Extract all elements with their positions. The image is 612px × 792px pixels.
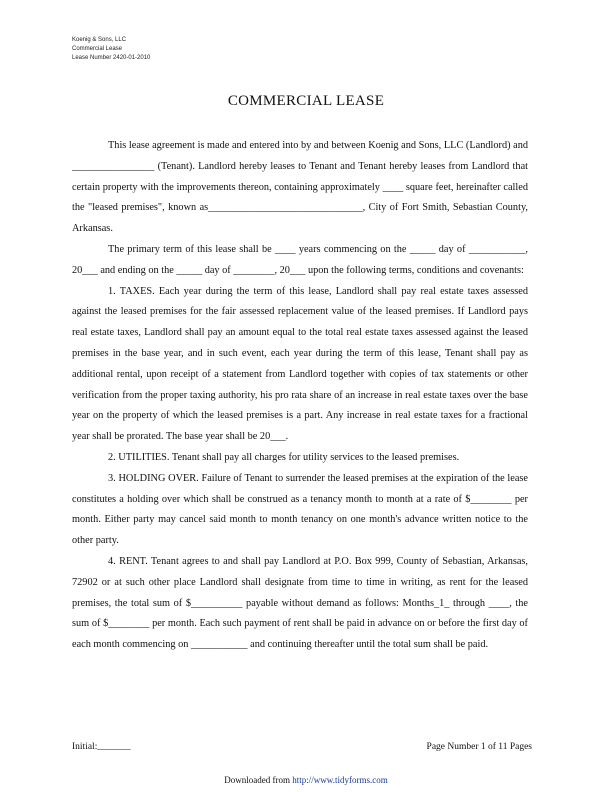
- term-paragraph: The primary term of this lease shall be ____ years commencing on the _____ day of ___________, 20___ and ending on the _____ day of ________, 20___ upon the following terms, conditions and covenants:: [72, 243, 528, 276]
- page-number: Page Number 1 of 11 Pages: [426, 742, 532, 752]
- intro-paragraph: This lease agreement is made and entered into by and between Koenig and Sons, LLC (Landlord) and ________________ (Tenant). Landlord hereby leases to Tenant and Tenant hereby leases from Landlord that certain property with the improvements thereon, containing approximately ____ square feet, hereinafter called the "leased premises", known as______________________________, City of Fort Smith, Sebastian County, Arkansas.: [72, 140, 528, 235]
- header-lease-number: Lease Number 2420-01-2010: [72, 55, 151, 61]
- document-header: [72, 36, 150, 63]
- header-doc-type: Commercial Lease: [72, 46, 123, 52]
- lease-body: [72, 136, 528, 656]
- header-company: Koenig & Sons, LLC: [72, 37, 127, 43]
- initial-field: Initial:_______: [72, 742, 131, 752]
- holding-over-clause: 3. HOLDING OVER. Failure of Tenant to surrender the leased premises at the expiration of the lease constitutes a holding over which shall be construed as a tenancy month to month at a rate of $________ per month. Either party may cancel said month to month tenancy on one month's advance written notice to the other party.: [72, 472, 528, 547]
- utilities-clause: 2. UTILITIES. Tenant shall pay all charges for utility services to the leased premises.: [108, 451, 460, 463]
- rent-clause: 4. RENT. Tenant agrees to and shall pay Landlord at P.O. Box 999, County of Sebastian, Arkansas, 72902 or at such other place Landlord shall designate from time to time in writing, as rent for the leased premises, the total sum of $__________ payable without demand as follows: Months_1_ through ____, the sum of $________ per month. Each such payment of rent shall be paid in advance on or before the first day of each month commencing on ___________ and continuing thereafter until the total sum shall be paid.: [72, 555, 528, 651]
- download-link[interactable]: http://www.tidyforms.com: [292, 775, 388, 785]
- taxes-clause: 1. TAXES. Each year during the term of this lease, Landlord shall pay real estate taxes assessed against the leased premises for the fair assessed replacement value of the leased premises. If Landlord pays real estate taxes, Landlord shall pay an amount equal to the total real estate taxes assessed against the leased premises in the base year, and in such event, each year during the term of this lease, Tenant shall pay as additional rental, upon receipt of a statement from Landlord together with copies of tax statements or other verification from the proper taxing authority, his pro rata share of an increase in real estate taxes over the base year on the property of which the leased premises is a part. Any increase in real estate taxes for a fractional year shall be prorated. The base year shall be 20___.: [72, 285, 528, 443]
- download-prefix: Downloaded from: [224, 775, 291, 785]
- page-title: COMMERCIAL LEASE: [227, 93, 385, 109]
- download-credit: [0, 775, 612, 785]
